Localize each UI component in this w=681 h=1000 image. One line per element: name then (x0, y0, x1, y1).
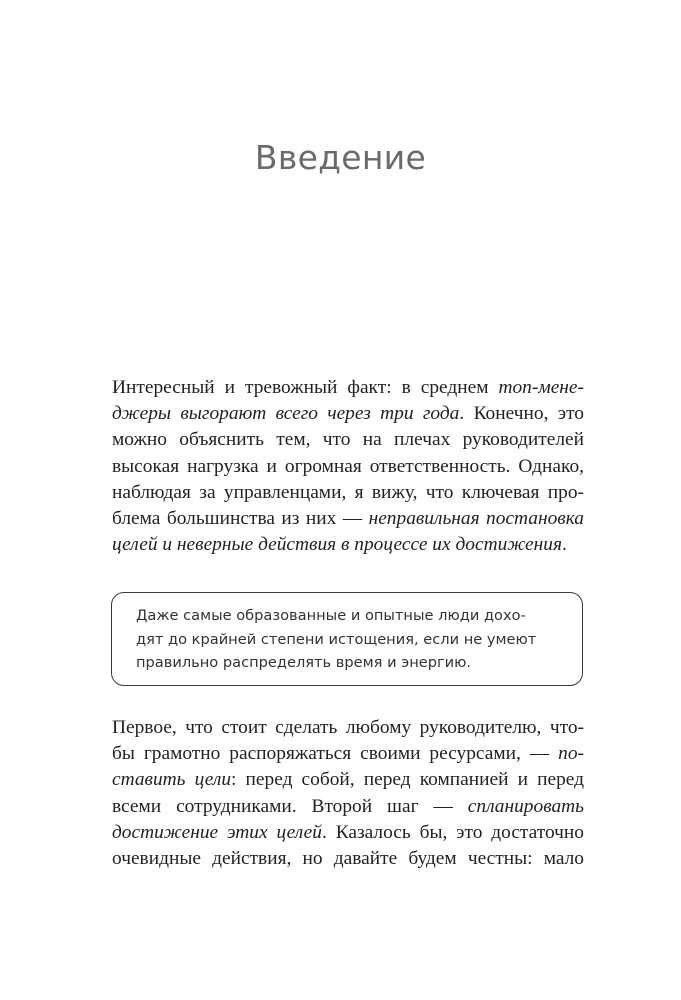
text-line (112, 532, 584, 558)
text-line (112, 820, 584, 846)
italic-run: джеры выгорают всего через три года (112, 403, 460, 425)
text-line (112, 454, 584, 480)
page-title: Введение (254, 138, 427, 177)
text-run: очевидные действия, но давайте будем честны: мало (112, 847, 584, 869)
text-line (112, 767, 584, 793)
text-run: . Казалось бы, это достаточно (321, 821, 584, 843)
callout-line: дят до крайней степени истощения, если не умеют (136, 630, 537, 648)
text-line (112, 794, 584, 820)
text-line (112, 715, 584, 741)
intro-paragraph (112, 375, 584, 558)
italic-run: спланировать (467, 795, 584, 817)
text-line (112, 375, 584, 401)
text-run: высокая нагрузка и огромная ответственность. Однако, (112, 455, 584, 477)
text-line (112, 401, 584, 427)
text-line (112, 846, 584, 872)
second-paragraph (112, 715, 584, 872)
text-run: . (561, 534, 567, 556)
text-run: можно объяснить тем, что на плечах руководителей (112, 429, 584, 451)
text-run: блема большинства из них — (112, 507, 369, 529)
callout-box (111, 592, 583, 686)
text-run: наблюдая за управленцами, я вижу, что ключевая про- (112, 481, 584, 503)
text-line (112, 427, 584, 453)
italic-run: неправильная постановка (368, 507, 584, 529)
text-run: Первое, что стоит сделать любому руководителю, что- (112, 717, 584, 738)
italic-run: топ-мене- (498, 377, 584, 398)
text-run: : перед собой, перед компанией и перед (231, 769, 584, 791)
italic-run: ставить цели (112, 769, 232, 791)
text-run: всеми сотрудниками. Второй шаг — (112, 795, 468, 817)
text-line (112, 506, 584, 532)
italic-run: целей и неверные действия в процессе их достижения (112, 534, 562, 556)
text-run: . Конечно, это (459, 403, 585, 425)
text-line (112, 480, 584, 506)
callout-line: Даже самые образованные и опытные люди дохо- (136, 607, 526, 624)
italic-run: достижение этих целей (112, 821, 322, 843)
text-run: Интересный и тревожный факт: в среднем (112, 377, 499, 398)
text-run: бы грамотно распоряжаться своими ресурсами, — (112, 743, 559, 765)
text-line (112, 741, 584, 767)
italic-run: по- (558, 743, 584, 765)
callout-line: правильно распределять время и энергию. (136, 654, 472, 671)
